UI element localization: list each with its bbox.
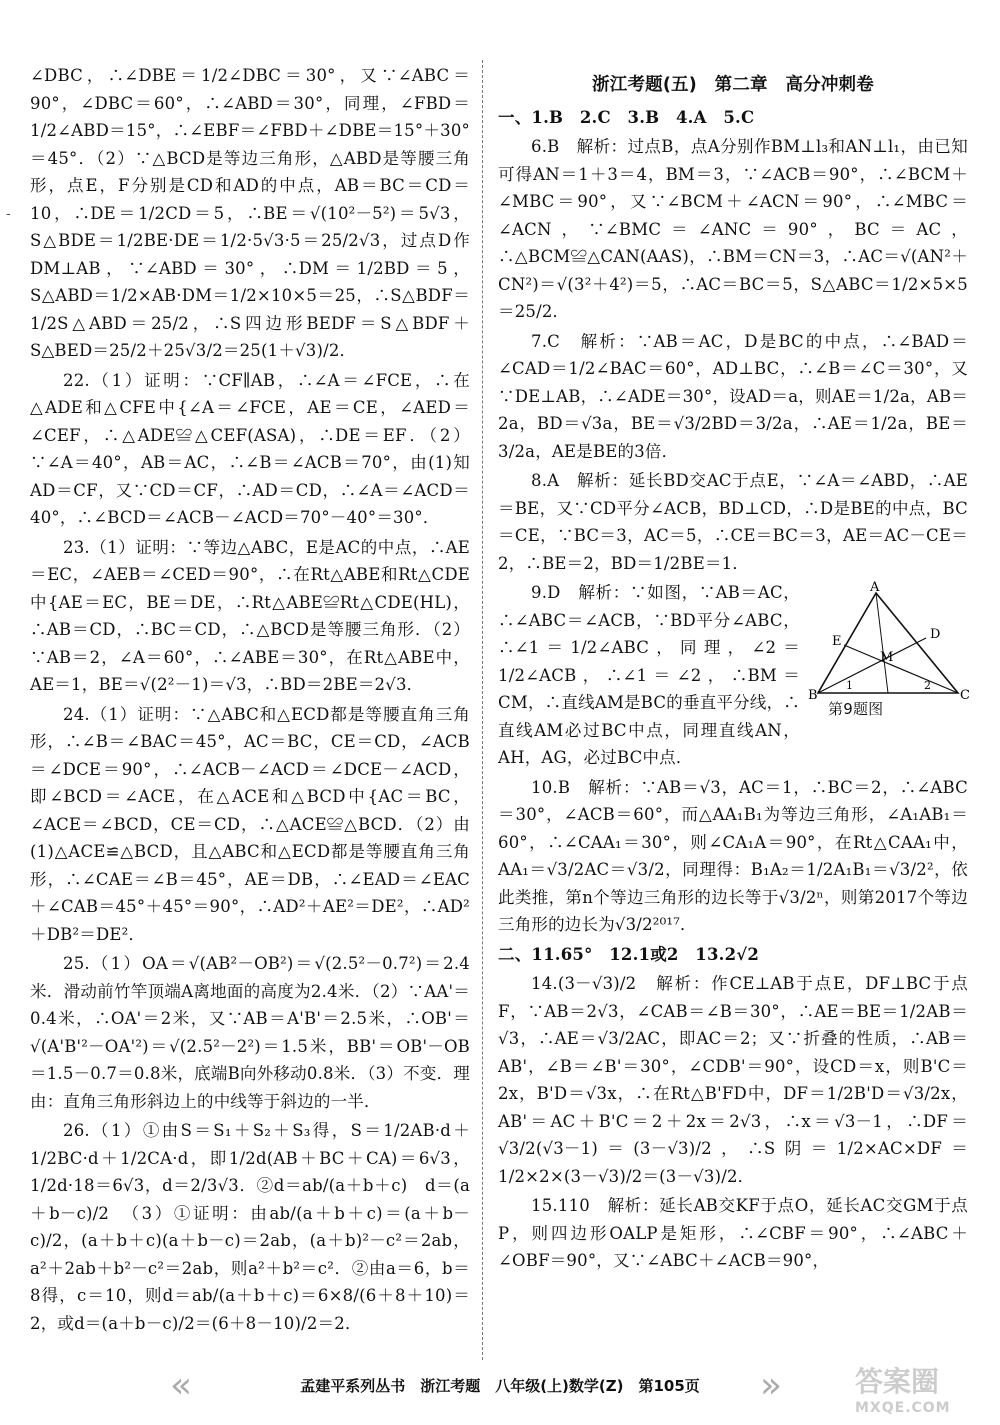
right-par-10: 10.B 解析：∵AB＝√3，AC＝1，∴BC＝2，∴∠ABC＝30°，∠ACB＝60°，而△AA₁B₁为等边三角形，∠A₁AB₁＝60°，∴∠CAA₁＝30°，则∠CA₁A＝90°，在Rt△CAA₁中，AA₁＝√3/2AC＝√3/2，同理得：B₁A₂＝1/2A₁B₁＝√3/2²，依此类推，第n个等边三角形的边长等于√3/2ⁿ，则第2017个等边三角形的边长为√3/2²⁰¹⁷． (498, 777, 968, 934)
chevron-right-icon: » (760, 1365, 783, 1406)
label-b: B (808, 688, 818, 703)
left-par-25: 25.（1）OA＝√(AB²－OB²)＝√(2.5²－0.7²)＝2.4米．滑动前竹竿顶端A离地面的高度为2.4米．（2）∵AA'＝0.4米，∴OA'＝2米，又∵AB＝A'B'＝2.5米，∴OB'＝√(A'B'²－OA'²)＝√(2.5²－2²)＝1.5米，BB'＝OB'－OB＝1.5－0.7＝0.8米，底端B向外移动0.8米．（3）不变．理由：直角三角形斜边上的中线等于斜边的一半． (30, 954, 470, 1111)
right-par-fill: 二、11.65° 12.1或2 13.2√2 (498, 944, 759, 964)
margin-mark: - (6, 206, 11, 222)
label-c: C (960, 688, 971, 703)
watermark-logo (855, 1360, 951, 1416)
page-footer: 孟建平系列丛书 浙江考题 八年级(上)数学(Z) 第105页 (300, 1377, 700, 1395)
left-par-22: 22.（1）证明：∵CF∥AB，∴∠A＝∠FCE，∴在△ADE和△CFE中{∠A＝∠FCE，AE＝CE，∠AED＝∠CEF，∴△ADE≌△CEF(ASA)，∴DE＝EF．（2）∵∠A＝40°，AB＝AC，∴∠B＝∠ACB＝70°，由(1)知AD＝CF，又∵CD＝CF，∴AD＝CD，∴∠A＝∠ACD＝40°，∴∠BCD＝∠ACB－∠ACD＝70°－40°＝30°． (30, 370, 470, 527)
watermark-sub: MXQE.COM (855, 1400, 951, 1416)
left-par-24: 24.（1）证明：∵△ABC和△ECD都是等腰直角三角形，∴∠B＝∠BAC＝45°，AC＝BC，CE＝CD，∠ACB＝∠DCE＝90°，∴∠ACB－∠ACD＝∠DCE－∠ACD，即∠BCD＝∠ACE，在△ACE和△BCD中{AC＝BC，∠ACE＝∠BCD，CE＝CD，∴△ACE≌△BCD．（2）由(1)△ACE≌△BCD，且△ABC和△ECD都是等腰直角三角形，∴∠CAE＝∠B＝45°，AE＝DB，∴∠EAD＝∠EAC＋∠CAB＝45°＋45°＝90°，∴AD²＋AE²＝DE²，∴AD²＋DB²＝DE²． (30, 704, 470, 944)
triangle-diagram (808, 580, 971, 703)
chevron-left-icon: « (170, 1365, 193, 1406)
column-divider (482, 60, 483, 1360)
right-par-15: 15.110 解析：延长AB交KF于点O，延长AC交GM于点P，则四边形OALP是矩形，∴∠CBF＝90°，∴∠ABC＋∠OBF＝90°，又∵∠ABC＋∠ACB＝90°， (498, 1196, 968, 1270)
right-par-choice: 一、1.B 2.C 3.B 4.A 5.C (498, 107, 755, 127)
right-par-8: 8.A 解析：延长BD交AC于点E，∵∠A＝∠ABD，∴AE＝BE，又∵CD平分∠ACB，BD⊥CD，∴D是BE的中点，BC＝CE，∵BC＝3，AC＝5，∴CE＝BC＝3，AE＝AC－CE＝2，∴BE＝2，BD＝1/2BE＝1． (498, 471, 968, 573)
label-e: E (832, 634, 842, 649)
figure-caption: 第9题图 (828, 699, 884, 718)
left-par-1: ∠DBC，∴∠DBE＝1/2∠DBC＝30°，又∵∠ABC＝90°，∠DBC＝60°，∴∠ABD＝30°，同理，∠FBD＝1/2∠ABD＝15°，∴∠EBF＝∠FBD＋∠DBE＝15°＋30°＝45°．（2）∵△BCD是等边三角形，△ABD是等腰三角形，点E，F分别是CD和AD的中点，AB＝BC＝CD＝10，∴DE＝1/2CD＝5，∴BE＝√(10²－5²)＝5√3，S△BDE＝1/2BE·DE＝1/2·5√3·5＝25/2√3，过点D作DM⊥AB，∵∠ABD＝30°，∴DM＝1/2BD＝5，S△ABD＝1/2×AB·DM＝1/2×10×5＝25，∴S△BDF＝1/2S△ABD＝25/2，∴S四边形BEDF＝S△BDF＋S△BED＝25/2＋25√3/2＝25(1＋√3)/2． (30, 66, 470, 360)
label-d: D (930, 627, 941, 642)
right-par-14: 14.(3－√3)/2 解析：作CE⊥AB于点E，DF⊥BC于点F，∵AB＝2√3，∠CAB＝∠B＝30°，∴AE＝BE＝1/2AB＝√3，∴AE＝√3/2AC，即AC＝2；又∵折叠的性质，∴AB＝AB'，∠B＝∠B'＝30°，∠CDB'＝90°，设CD＝x，则B'C＝2x，B'D＝√3x，∴在Rt△B'FD中，DF＝1/2B'D＝√3/2x，AB'＝AC＋B'C＝2＋2x＝2√3，∴x＝√3－1，∴DF＝√3/2(√3－1)＝(3－√3)/2，∴S阴＝1/2×AC×DF＝1/2×2×(3－√3)/2＝(3－√3)/2． (498, 974, 968, 1186)
label-a: A (870, 580, 880, 595)
section-title: 浙江考题(五) 第二章 高分冲刺卷 (592, 75, 874, 95)
label-angle-2: 2 (924, 679, 932, 692)
label-angle-1: 1 (846, 679, 854, 692)
right-column (498, 62, 971, 1277)
left-par-26: 26.（1）①由S＝S₁＋S₂＋S₃得，S＝1/2AB·d＋1/2BC·d＋1/2CA·d，即1/2d(AB＋BC＋CA)＝6√3，1/2d·18＝6√3，d＝2/3√3．②d＝ab/(a＋b＋c) d＝(a＋b－c)/2 （3）①证明：由ab/(a＋b＋c)＝(a＋b－c)/2，(a＋b＋c)(a＋b－c)＝2ab，(a＋b)²－c²＝2ab，a²＋2ab＋b²－c²＝2ab，则a²＋b²＝c²．②由a＝6，b＝8得，c＝10，则d＝ab/(a＋b＋c)＝6×8/(6＋8＋10)＝2，或d＝(a＋b－c)/2＝(6＋8－10)/2＝2． (30, 1121, 470, 1333)
label-m: M (880, 650, 894, 665)
watermark-main: 答案圈 (855, 1365, 940, 1398)
right-par-7: 7.C 解析：∵AB＝AC，D是BC的中点，∴∠BAD＝∠CAD＝1/2∠BAC＝60°，AD⊥BC，∴∠B＝∠C＝30°，又∵DE⊥AB，∴∠ADE＝30°，设AD＝a，则AE＝1/2a，AB＝2a，BD＝√3a，BE＝√3/2BD＝3/2a，∴AE＝1/2a，BE＝3/2a，AE是BE的3倍． (498, 331, 968, 461)
right-par-6: 6.B 解析：过点B，点A分别作BM⊥l₃和AN⊥l₁，由已知可得AN＝1＋3＝4，BM＝3，∵∠ACB＝90°，∴∠BCM＋∠MBC＝90°，又∵∠BCM＋∠ACN＝90°，∴∠MBC＝∠ACN，∵∠BMC＝∠ANC＝90°，BC＝AC，∴△BCM≌△CAN(AAS)，∴BM＝CN＝3，∴AC＝√(AN²＋CN²)＝√(3²＋4²)＝5，∴AC＝BC＝5，S△ABC＝1/2×5×5＝25/2． (498, 137, 968, 321)
figure-q9 (808, 580, 971, 723)
left-par-23: 23.（1）证明：∵等边△ABC，E是AC的中点，∴AE＝EC，∠AEB＝∠CED＝90°，∴在Rt△ABE和Rt△CDE中{AE＝EC，BE＝DE，∴Rt△ABE≌Rt△CDE(HL)，∴AB＝CD，∴BC＝CD，∴△BCD是等腰三角形．（2）∵AB＝2，∠A＝60°，∴∠ABE＝30°，在Rt△ABE中，AE＝1，BE＝√(2²－1)＝√3，∴BD＝2BE＝2√3． (30, 537, 470, 694)
left-column (30, 62, 470, 1339)
right-par-9: 9.D 解析：∵如图，∵AB＝AC，∴∠ABC＝∠ACB，∵BD平分∠ABC，∴∠1＝1/2∠ABC，同理，∠2＝1/2∠ACB，∴∠1＝∠2，∴BM＝CM，∴直线AM是BC的垂直平分线，∴直线AM必过BC中点，同理直线AN，AH，AG，必过BC中点． (498, 583, 800, 767)
